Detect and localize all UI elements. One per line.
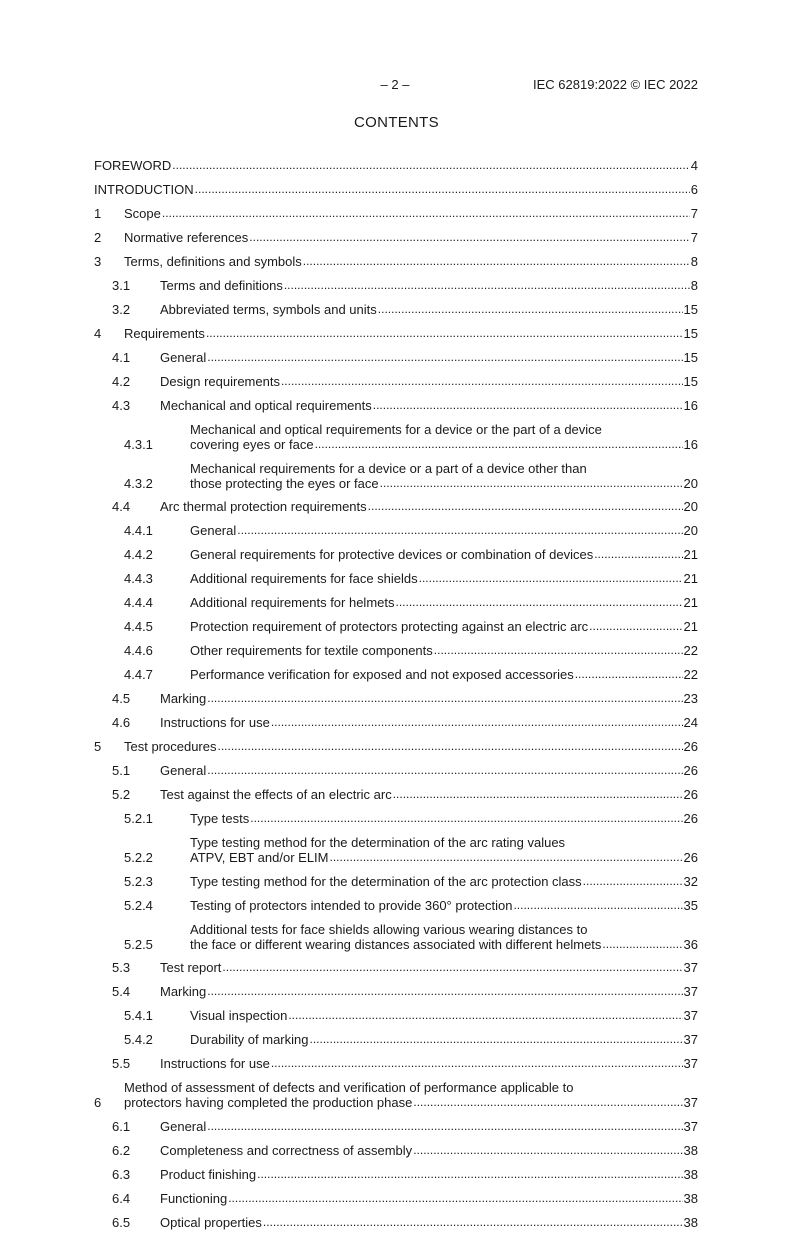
dot-leader: [434, 643, 683, 658]
toc-entry[interactable]: [94, 1215, 698, 1230]
toc-entry-text: Completeness and correctness of assembly: [160, 1142, 413, 1158]
toc-entry-page: 4: [690, 158, 698, 173]
toc-entry-number: 4.3.1: [124, 437, 153, 452]
dot-leader: [284, 278, 690, 293]
toc-entry-text: Functioning: [160, 1190, 228, 1206]
toc-entry-number: 4.4.1: [124, 523, 153, 538]
toc-entry-text: Durability of marking: [190, 1032, 309, 1047]
toc-entry-label: [160, 398, 684, 413]
toc-entry-number: 3.2: [112, 302, 131, 317]
toc-entry-page: 37: [683, 1118, 698, 1134]
toc-entry-page: 35: [683, 897, 698, 913]
toc-entry-text: Normative references: [124, 230, 249, 245]
toc-entry-text: Type testing method for the determination of the arc protection class: [190, 873, 582, 889]
toc-entry-page: 15: [683, 350, 698, 365]
dot-leader: [288, 1008, 682, 1023]
toc-entry-label: [160, 278, 691, 293]
toc-entry-label: [190, 1032, 684, 1047]
toc-entry-page: 37: [683, 1056, 698, 1071]
toc-entry-text: Terms and definitions: [160, 278, 283, 293]
toc-entry-page: 38: [683, 1142, 698, 1158]
dot-leader: [378, 302, 683, 317]
toc-entry-text: General: [160, 763, 207, 778]
toc-entry-label: [160, 1143, 684, 1158]
toc-entry-number: 4: [94, 326, 102, 341]
toc-entry-text: Instructions for use: [160, 715, 270, 730]
toc-entry-page: 16: [683, 398, 698, 413]
dot-leader: [413, 1095, 682, 1110]
toc-entry-number: 4.4.2: [124, 547, 153, 562]
toc-entry[interactable]: [94, 1119, 698, 1134]
toc-entry[interactable]: [94, 523, 698, 538]
toc-entry[interactable]: [94, 811, 698, 826]
toc-entry-text: Performance verification for exposed and not exposed accessories: [190, 667, 574, 682]
toc-entry-text: General: [190, 523, 237, 538]
toc-entry-text-continued: protectors having completed the production phase: [124, 1095, 413, 1110]
dot-leader: [195, 182, 690, 197]
toc-entry-page: 26: [683, 811, 698, 826]
toc-entry-number: 5.2.3: [124, 873, 153, 889]
toc-entry[interactable]: [94, 691, 698, 706]
toc-entry-number: 6.5: [112, 1214, 131, 1230]
dot-leader: [373, 398, 683, 413]
toc-entry-text: Test procedures: [124, 739, 217, 754]
toc-entry-page: 37: [683, 960, 698, 975]
toc-entry[interactable]: [94, 984, 698, 999]
toc-entry[interactable]: [94, 1032, 698, 1047]
toc-entry-page: 21: [683, 595, 698, 610]
toc-entry[interactable]: [94, 922, 698, 952]
toc-entry-label: [160, 374, 684, 389]
toc-entry-page: 15: [683, 302, 698, 317]
toc-entry-number: 5.4.2: [124, 1032, 153, 1047]
toc-entry-number: 5.2: [112, 787, 131, 802]
toc-entry[interactable]: [94, 206, 698, 221]
toc-entry-number: 6: [94, 1095, 102, 1110]
toc-entry[interactable]: [94, 898, 698, 913]
toc-entry[interactable]: [94, 595, 698, 610]
toc-entry-number: 6.2: [112, 1142, 131, 1158]
toc-entry-label: [94, 182, 691, 197]
toc-entry-label: [160, 1191, 684, 1206]
toc-entry-number: 5: [94, 739, 102, 754]
toc-entry-label: [190, 643, 684, 658]
toc-entry-number: 5.2.2: [124, 850, 153, 865]
dot-leader: [315, 437, 683, 452]
toc-entry-text: Type testing method for the determination of the arc rating values: [190, 835, 566, 850]
toc-entry-page: 37: [683, 1032, 698, 1047]
toc-entry[interactable]: [94, 499, 698, 514]
toc-entry-number: 4.5: [112, 691, 131, 706]
dot-leader: [207, 691, 682, 706]
toc-entry-label: [124, 326, 684, 341]
toc-entry-page: 32: [683, 873, 698, 889]
standard-reference: IEC 62819:2022 © IEC 2022: [533, 77, 698, 92]
toc-entry[interactable]: [94, 643, 698, 658]
toc-entry[interactable]: [94, 787, 698, 802]
toc-entry-number: 1: [94, 206, 102, 221]
toc-entry-page: 22: [683, 667, 698, 682]
toc-entry-page: 37: [683, 1008, 698, 1023]
dot-leader: [589, 619, 682, 634]
toc-entry-text: Protection requirement of protectors protecting against an electric arc: [190, 619, 589, 634]
toc-entry[interactable]: [94, 763, 698, 778]
toc-entry-page: 7: [690, 206, 698, 221]
toc-entry[interactable]: [94, 835, 698, 865]
toc-entry-number: 5.4: [112, 984, 131, 999]
toc-entry-text: General: [160, 1118, 207, 1134]
toc-entry-number: 2: [94, 230, 102, 245]
dot-leader: [207, 763, 682, 778]
toc-entry-label: [190, 922, 698, 952]
toc-entry[interactable]: [94, 278, 698, 293]
toc-entry-text-continued: those protecting the eyes or face: [190, 475, 379, 491]
toc-entry-text: Method of assessment of defects and verification of performance applicable to: [124, 1080, 574, 1095]
toc-entry-label: [94, 158, 691, 173]
toc-entry-number: 4.4.6: [124, 643, 153, 658]
dot-leader: [162, 206, 690, 221]
toc-entry[interactable]: [94, 422, 698, 452]
toc-entry-page: 20: [683, 475, 698, 491]
toc-entry-text: Instructions for use: [160, 1056, 270, 1071]
toc-entry-page: 16: [683, 437, 698, 452]
toc-entry-text: Abbreviated terms, symbols and units: [160, 302, 377, 317]
toc-entry-text-continued: covering eyes or face: [190, 437, 314, 452]
toc-entry-number: 3.1: [112, 278, 131, 293]
toc-entry-text: Product finishing: [160, 1166, 257, 1182]
toc-entry-label: [190, 422, 698, 452]
toc-entry-page: 36: [683, 936, 698, 952]
toc-entry-page: 38: [683, 1190, 698, 1206]
toc-entry[interactable]: [94, 960, 698, 975]
toc-entry-page: 20: [683, 523, 698, 538]
toc-entry-number: 5.4.1: [124, 1008, 153, 1023]
toc-entry-page: 21: [683, 571, 698, 586]
toc-entry-text: Additional requirements for helmets: [190, 595, 395, 610]
toc-entry-number: 4.3: [112, 398, 131, 413]
toc-entry-number: 4.4.3: [124, 571, 153, 586]
toc-entry-text: Type tests: [190, 811, 250, 826]
toc-entry[interactable]: [94, 374, 698, 389]
toc-entry-label: [190, 874, 684, 889]
dot-leader: [396, 595, 683, 610]
toc-entry-text: FOREWORD: [94, 158, 172, 173]
toc-entry-number: 4.6: [112, 715, 131, 730]
toc-entry-label: [124, 254, 691, 269]
toc-entry-number: 4.3.2: [124, 475, 153, 491]
toc-entry-number: 5.2.4: [124, 897, 153, 913]
dot-leader: [419, 571, 683, 586]
toc-entry[interactable]: [94, 667, 698, 682]
toc-entry-text: Scope: [124, 206, 161, 221]
toc-entry-page: 37: [683, 1095, 698, 1110]
toc-entry-page: 21: [683, 619, 698, 634]
toc-entry[interactable]: [94, 1167, 698, 1182]
toc-entry[interactable]: [94, 302, 698, 317]
toc-entry[interactable]: [94, 461, 698, 491]
toc-entry-page: 23: [683, 691, 698, 706]
toc-entry-label: [160, 787, 684, 802]
toc-entry[interactable]: [94, 398, 698, 413]
dot-leader: [281, 374, 683, 389]
toc-entry-page: 6: [690, 182, 698, 197]
toc-entry-label: [190, 595, 684, 610]
toc-entry-page: 26: [683, 787, 698, 802]
toc-entry-text-continued: ATPV, EBT and/or ELIM: [190, 850, 329, 865]
toc-entry-text: Marking: [160, 691, 207, 706]
dot-leader: [513, 898, 682, 913]
dot-leader: [594, 547, 682, 562]
toc-entry-number: 4.2: [112, 374, 131, 389]
toc-entry-text: Optical properties: [160, 1214, 262, 1230]
toc-entry[interactable]: [94, 1080, 698, 1110]
toc-entry-page: 38: [683, 1166, 698, 1182]
dot-leader: [380, 476, 683, 491]
toc-entry-text-continued: the face or different wearing distances associated with different helmets: [190, 936, 602, 952]
toc-entry-label: [160, 960, 684, 975]
toc-entry-label: [124, 230, 691, 245]
toc-entry-text: General requirements for protective devices or combination of devices: [190, 547, 594, 562]
toc-entry-label: [124, 1080, 698, 1110]
toc-entry[interactable]: [94, 182, 698, 197]
toc-entry-text: Requirements: [124, 326, 205, 341]
toc-entry-label: [160, 302, 684, 317]
toc-entry-label: [160, 1167, 684, 1182]
dot-leader: [310, 1032, 683, 1047]
dot-leader: [602, 937, 682, 952]
toc-entry-label: [160, 763, 684, 778]
toc-entry-text: General: [160, 350, 207, 365]
toc-entry[interactable]: [94, 874, 698, 889]
toc-entry-page: 24: [683, 715, 698, 730]
dot-leader: [207, 984, 682, 999]
toc-entry-text: INTRODUCTION: [94, 182, 194, 197]
toc-entry-page: 20: [683, 499, 698, 514]
dot-leader: [413, 1143, 682, 1158]
dot-leader: [368, 499, 683, 514]
page-number: – 2 –: [380, 77, 410, 92]
dot-leader: [393, 787, 683, 802]
toc-entry-text: Terms, definitions and symbols: [124, 254, 302, 269]
toc-entry-label: [160, 984, 684, 999]
toc-entry-label: [190, 523, 684, 538]
toc-entry-label: [190, 547, 684, 562]
dot-leader: [330, 850, 683, 865]
dot-leader: [303, 254, 690, 269]
dot-leader: [583, 874, 683, 889]
toc-entry[interactable]: [94, 619, 698, 634]
toc-entry-number: 4.4.5: [124, 619, 153, 634]
toc-entry-label: [160, 1056, 684, 1071]
toc-entry-text: Design requirements: [160, 374, 280, 389]
toc-entry-label: [190, 898, 684, 913]
toc-entry-page: 8: [690, 278, 698, 293]
toc-entry[interactable]: [94, 158, 698, 173]
toc-entry[interactable]: [94, 715, 698, 730]
dot-leader: [271, 1056, 683, 1071]
toc-entry[interactable]: [94, 547, 698, 562]
toc-entry-page: 7: [690, 230, 698, 245]
toc-entry-number: 4.4.7: [124, 667, 153, 682]
toc-entry-number: 6.4: [112, 1190, 131, 1206]
toc-entry-label: [160, 1119, 684, 1134]
toc-entry-number: 4.4.4: [124, 595, 153, 610]
toc-entry-label: [190, 811, 684, 826]
toc-entry-page: 15: [683, 374, 698, 389]
toc-entry-label: [190, 667, 684, 682]
toc-entry[interactable]: [94, 350, 698, 365]
toc-entry-page: 26: [683, 763, 698, 778]
toc-entry-page: 26: [683, 739, 698, 754]
toc-entry-text: Additional requirements for face shields: [190, 571, 418, 586]
dot-leader: [207, 350, 682, 365]
toc-entry-number: 4.4: [112, 499, 131, 514]
toc-entry-label: [124, 206, 691, 221]
toc-entry-page: 26: [683, 850, 698, 865]
toc-entry-text: Other requirements for textile components: [190, 643, 433, 658]
dot-leader: [237, 523, 682, 538]
toc-entry[interactable]: [94, 739, 698, 754]
toc-entry-label: [190, 619, 684, 634]
toc-entry-text: Mechanical and optical requirements for a device or the part of a device: [190, 422, 602, 437]
toc-entry-label: [160, 499, 684, 514]
dot-leader: [575, 667, 683, 682]
toc-entry-label: [190, 835, 698, 865]
toc-entry-page: 21: [683, 547, 698, 562]
toc-entry[interactable]: [94, 326, 698, 341]
toc-entry-label: [124, 739, 684, 754]
dot-leader: [222, 960, 682, 975]
toc-entry-number: 5.2.1: [124, 811, 153, 826]
page-title: CONTENTS: [354, 114, 439, 131]
toc-entry-text: Additional tests for face shields allowing various wearing distances to: [190, 921, 588, 937]
toc-entry-number: 3: [94, 254, 102, 269]
dot-leader: [263, 1215, 683, 1230]
toc-entry-number: 5.2.5: [124, 936, 153, 952]
toc-entry-number: 6.3: [112, 1166, 131, 1182]
dot-leader: [257, 1167, 682, 1182]
toc-entry[interactable]: [94, 1056, 698, 1071]
toc-entry-text: Test report: [160, 960, 222, 975]
dot-leader: [206, 326, 683, 341]
toc-entry-page: 15: [683, 326, 698, 341]
toc-entry-text: Visual inspection: [190, 1008, 288, 1023]
dot-leader: [250, 811, 682, 826]
toc-entry-text: Mechanical requirements for a device or a part of a device other than: [190, 460, 587, 476]
toc-entry-text: Test against the effects of an electric arc: [160, 787, 392, 802]
toc-entry-text: Marking: [160, 984, 207, 999]
toc-entry[interactable]: [94, 230, 698, 245]
toc-entry-label: [190, 461, 698, 491]
toc-entry-label: [190, 1008, 684, 1023]
toc-entry-page: 38: [683, 1214, 698, 1230]
toc-entry-label: [160, 715, 684, 730]
dot-leader: [228, 1191, 682, 1206]
toc-entry-page: 8: [690, 254, 698, 269]
dot-leader: [172, 158, 689, 173]
toc-entry[interactable]: [94, 254, 698, 269]
toc-entry-text: Testing of protectors intended to provide 360° protection: [190, 897, 513, 913]
toc-entry-number: 6.1: [112, 1118, 131, 1134]
toc-entry-text: Arc thermal protection requirements: [160, 499, 367, 514]
toc-entry[interactable]: [94, 1008, 698, 1023]
toc-entry-number: 5.1: [112, 763, 131, 778]
table-of-contents: [94, 158, 698, 1239]
toc-entry-label: [160, 350, 684, 365]
toc-entry-page: 22: [683, 643, 698, 658]
toc-entry-label: [190, 571, 684, 586]
dot-leader: [249, 230, 689, 245]
toc-entry-number: 5.3: [112, 960, 131, 975]
toc-entry-number: 5.5: [112, 1056, 131, 1071]
dot-leader: [218, 739, 683, 754]
toc-entry-page: 37: [683, 984, 698, 999]
toc-entry[interactable]: [94, 571, 698, 586]
toc-entry-text: Mechanical and optical requirements: [160, 398, 372, 413]
toc-entry-label: [160, 691, 684, 706]
toc-entry-number: 4.1: [112, 350, 131, 365]
dot-leader: [271, 715, 683, 730]
toc-entry[interactable]: [94, 1191, 698, 1206]
toc-entry[interactable]: [94, 1143, 698, 1158]
toc-entry-label: [160, 1215, 684, 1230]
dot-leader: [207, 1119, 682, 1134]
